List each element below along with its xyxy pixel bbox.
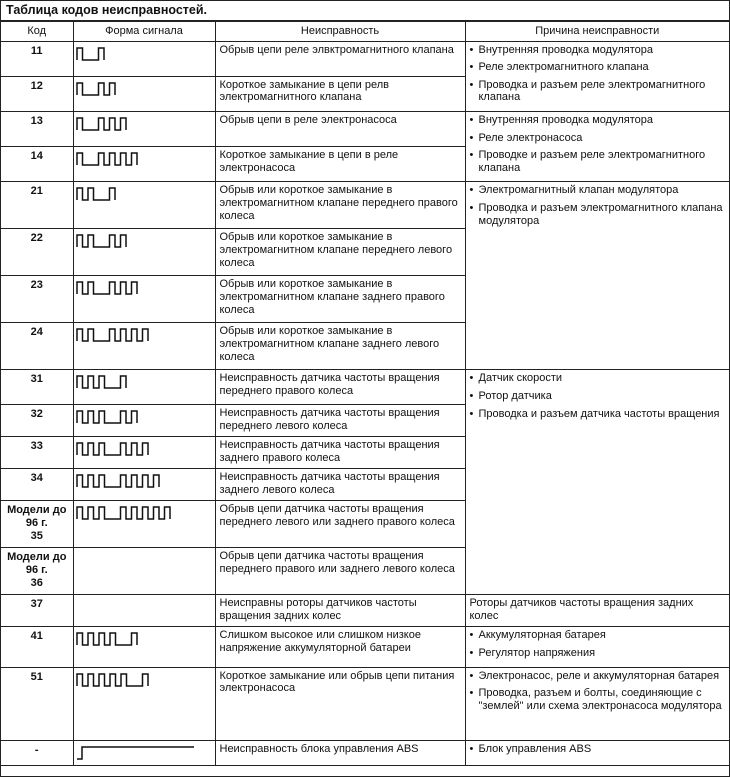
cause-item: • Аккумуляторная батарея bbox=[470, 629, 726, 642]
fault-cell: Неисправность датчика частоты вращения заднего правого колеса bbox=[215, 437, 465, 469]
table-row bbox=[1, 182, 729, 229]
signal-waveform bbox=[76, 745, 212, 761]
fault-cell: Обрыв цепи реле элвктромагнитного клапана bbox=[215, 41, 465, 76]
cause-item: • Проводка, разъем и болты, соединяющие с "землей" или схема электронасоса модулятора bbox=[470, 687, 726, 712]
fault-cell: Неисправность датчика частоты вращения переднего правого колеса bbox=[215, 370, 465, 405]
cause-cell bbox=[465, 111, 729, 181]
code-value: 36 bbox=[30, 576, 43, 589]
header-row bbox=[1, 22, 729, 42]
code-cell: 22 bbox=[1, 229, 73, 276]
signal-waveform bbox=[76, 505, 212, 521]
code-cell: 24 bbox=[1, 323, 73, 370]
signal-cell bbox=[73, 437, 215, 469]
table-row bbox=[1, 41, 729, 76]
table-title: Таблица кодов неисправностей. bbox=[1, 1, 729, 21]
signal-waveform bbox=[76, 672, 212, 688]
table-row bbox=[1, 667, 729, 740]
signal-waveform bbox=[76, 46, 212, 62]
cause-cell bbox=[465, 740, 729, 765]
signal-waveform bbox=[76, 116, 212, 132]
signal-cell bbox=[73, 76, 215, 111]
signal-waveform bbox=[76, 409, 212, 425]
cause-item: • Внутренняя проводка модулятора bbox=[470, 44, 726, 57]
waveform-path bbox=[77, 83, 115, 95]
waveform-path bbox=[77, 153, 137, 165]
cause-cell bbox=[465, 370, 729, 595]
code-note: Модели до 96 г. bbox=[7, 551, 67, 576]
table-row bbox=[1, 627, 729, 667]
cause-cell bbox=[465, 41, 729, 111]
header-cause: Причина неисправности bbox=[465, 22, 729, 42]
signal-cell bbox=[73, 182, 215, 229]
signal-cell bbox=[73, 323, 215, 370]
signal-cell bbox=[73, 229, 215, 276]
cause-item: • Проводке и разъем реле электромагнитного клапана bbox=[470, 149, 726, 174]
cause-cell bbox=[465, 627, 729, 667]
waveform-path bbox=[77, 633, 137, 645]
code-cell: - bbox=[1, 740, 73, 765]
fault-cell: Короткое замыкание или обрыв цепи питания электронасоса bbox=[215, 667, 465, 740]
cause-item: • Блок управления ABS bbox=[470, 743, 726, 756]
waveform-path bbox=[77, 118, 126, 130]
code-cell: 33 bbox=[1, 437, 73, 469]
waveform-path bbox=[77, 674, 148, 686]
signal-cell bbox=[73, 276, 215, 323]
waveform-path bbox=[77, 282, 137, 294]
code-cell: 51 bbox=[1, 667, 73, 740]
waveform-path bbox=[77, 475, 159, 487]
fault-cell: Обрыв или короткое замыкание в электромагнитном клапане заднего левого колеса bbox=[215, 323, 465, 370]
waveform-path bbox=[77, 443, 148, 455]
code-cell bbox=[1, 548, 73, 595]
signal-waveform bbox=[76, 327, 212, 343]
code-cell: 21 bbox=[1, 182, 73, 229]
code-cell: 32 bbox=[1, 405, 73, 437]
fault-cell: Обрыв цепи в реле электронасоса bbox=[215, 111, 465, 146]
code-cell bbox=[1, 501, 73, 548]
signal-waveform bbox=[76, 473, 212, 489]
waveform-path bbox=[77, 235, 126, 247]
signal-cell bbox=[73, 595, 215, 627]
fault-cell: Обрыв или короткое замыкание в электромагнитном клапане переднего правого колеса bbox=[215, 182, 465, 229]
table-row bbox=[1, 740, 729, 765]
signal-cell bbox=[73, 627, 215, 667]
fault-cell: Неисправность датчика частоты вращения заднего левого колеса bbox=[215, 469, 465, 501]
signal-cell bbox=[73, 740, 215, 765]
cause-item: • Проводка и разъем электромагнитного клапана модулятора bbox=[470, 202, 726, 227]
signal-cell bbox=[73, 41, 215, 76]
signal-cell bbox=[73, 147, 215, 182]
cause-item: • Реле электронасоса bbox=[470, 132, 726, 145]
signal-waveform bbox=[76, 631, 212, 647]
cause-item: • Реле электромагнитного клапана bbox=[470, 61, 726, 74]
waveform-path bbox=[77, 507, 170, 519]
header-fault: Неисправность bbox=[215, 22, 465, 42]
signal-waveform bbox=[76, 374, 212, 390]
signal-cell bbox=[73, 667, 215, 740]
signal-cell bbox=[73, 548, 215, 595]
cause-text: Роторы датчиков частоты вращения задних колес bbox=[469, 597, 694, 622]
cause-cell bbox=[465, 667, 729, 740]
signal-cell bbox=[73, 469, 215, 501]
signal-waveform bbox=[76, 233, 212, 249]
waveform-path bbox=[77, 411, 137, 423]
cause-cell bbox=[465, 595, 729, 627]
cause-item: • Электронасос, реле и аккумуляторная батарея bbox=[470, 670, 726, 683]
code-cell: 34 bbox=[1, 469, 73, 501]
code-value: 35 bbox=[30, 529, 43, 542]
fault-cell: Обрыв цепи датчика частоты вращения переднего левого или заднего правого колеса bbox=[215, 501, 465, 548]
fault-code-table bbox=[1, 21, 729, 766]
signal-waveform bbox=[76, 186, 212, 202]
header-code: Код bbox=[1, 22, 73, 42]
cause-cell bbox=[465, 182, 729, 370]
table-row bbox=[1, 370, 729, 405]
fault-cell: Короткое замыкание в цепи релв электромагнитного клапана bbox=[215, 76, 465, 111]
code-cell: 12 bbox=[1, 76, 73, 111]
fault-cell: Неисправны роторы датчиков частоты вращения задних колес bbox=[215, 595, 465, 627]
cause-item: • Проводка и разъем датчика частоты вращения bbox=[470, 408, 726, 421]
code-cell: 23 bbox=[1, 276, 73, 323]
cause-item: • Электромагнитный клапан модулятора bbox=[470, 184, 726, 197]
table-row bbox=[1, 595, 729, 627]
fault-cell: Неисправность блока управления ABS bbox=[215, 740, 465, 765]
code-cell: 31 bbox=[1, 370, 73, 405]
waveform-path bbox=[77, 188, 115, 200]
code-note: Модели до 96 г. bbox=[7, 504, 67, 529]
table-row bbox=[1, 111, 729, 146]
fault-cell: Слишком высокое или слишком низкое напряжение аккумуляторной батареи bbox=[215, 627, 465, 667]
signal-waveform bbox=[76, 441, 212, 457]
fault-cell: Обрыв или короткое замыкание в электромагнитном клапане заднего правого колеса bbox=[215, 276, 465, 323]
fault-cell: Короткое замыкание в цепи в реле электронасоса bbox=[215, 147, 465, 182]
code-cell: 41 bbox=[1, 627, 73, 667]
cause-item: • Внутренняя проводка модулятора bbox=[470, 114, 726, 127]
cause-item: • Ротор датчика bbox=[470, 390, 726, 403]
signal-cell bbox=[73, 370, 215, 405]
waveform-path bbox=[77, 329, 148, 341]
code-cell: 14 bbox=[1, 147, 73, 182]
signal-cell bbox=[73, 405, 215, 437]
cause-item: • Проводка и разъем реле электромагнитного клапана bbox=[470, 79, 726, 104]
cause-item: • Датчик скорости bbox=[470, 372, 726, 385]
code-cell: 37 bbox=[1, 595, 73, 627]
signal-waveform bbox=[76, 81, 212, 97]
fault-cell: Неисправность датчика частоты вращения переднего левого колеса bbox=[215, 405, 465, 437]
code-cell: 13 bbox=[1, 111, 73, 146]
waveform-path bbox=[77, 376, 126, 388]
header-signal: Форма сигнала bbox=[73, 22, 215, 42]
fault-cell: Обрыв или короткое замыкание в электромагнитном клапане переднего левого колеса bbox=[215, 229, 465, 276]
signal-waveform bbox=[76, 151, 212, 167]
signal-cell bbox=[73, 111, 215, 146]
cause-item: • Регулятор напряжения bbox=[470, 647, 726, 660]
fault-cell: Обрыв цепи датчика частоты вращения переднего правого или заднего левого колеса bbox=[215, 548, 465, 595]
signal-cell bbox=[73, 501, 215, 548]
waveform-path bbox=[77, 48, 104, 60]
code-cell: 11 bbox=[1, 41, 73, 76]
waveform-path bbox=[77, 747, 194, 759]
signal-waveform bbox=[76, 280, 212, 296]
